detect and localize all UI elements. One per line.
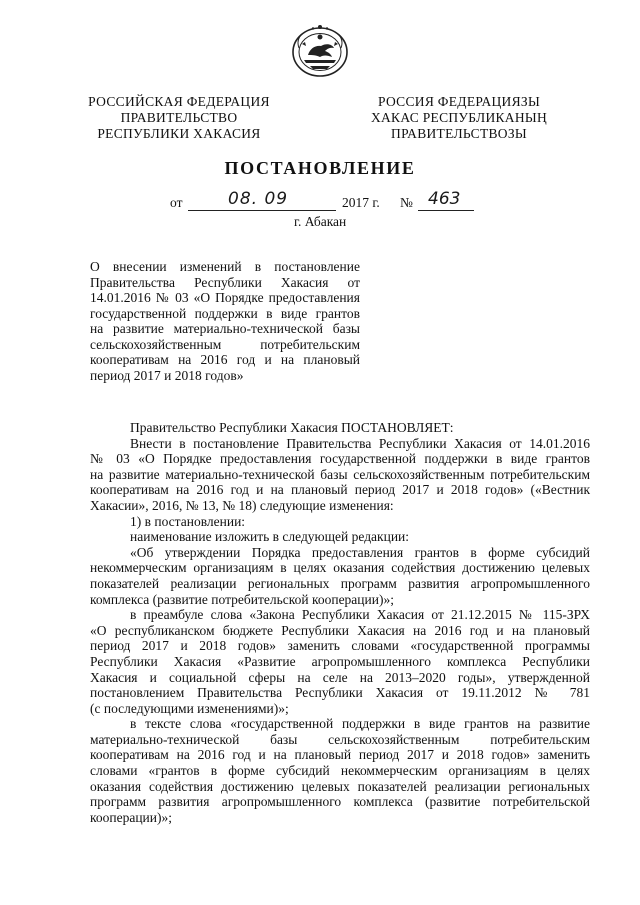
body-line: словами «грантов в форме субсидий некоммерческим организациям в целях xyxy=(90,763,590,779)
body-line: Хакасии», 2016, № 13, № 18) следующие изменения: xyxy=(90,497,394,513)
body-line: № 03 «О Порядке предоставления государственной поддержки в виде грантов xyxy=(90,451,590,467)
subject-line: О внесении изменений в постановление xyxy=(90,259,360,274)
body-line: кооперации)»; xyxy=(90,809,173,825)
header-left xyxy=(82,94,276,142)
date-line xyxy=(0,189,640,213)
date-underline xyxy=(188,210,336,211)
body-line: Республики Хакасия «Развитие агропромышленного комплекса Республики xyxy=(90,653,590,669)
paragraph-amend xyxy=(90,436,590,514)
paragraph-preamble xyxy=(90,607,590,716)
body-line: постановлением Правительства Республики Хакасия от 19.11.2012 № 781 xyxy=(90,685,590,701)
header-right xyxy=(362,94,556,142)
subject-line: сельскохозяйственным потребительским xyxy=(90,336,360,352)
document-title: ПОСТАНОВЛЕНИЕ xyxy=(224,158,416,178)
body-line: программ развития агропромышленного комплекса (развитие потребительской xyxy=(90,794,590,810)
body-line: в тексте слова «государственной поддержки в виде грантов на развитие xyxy=(130,716,590,732)
header-left-line: ПРАВИТЕЛЬСТВО xyxy=(120,110,238,125)
subject-line: государственной поддержки в виде грантов xyxy=(90,305,360,321)
subject-line: кооперативам на 2016 год и на плановый xyxy=(90,352,360,367)
body-line: материально-технической базы сельскохозяйственным потребительским xyxy=(90,731,590,747)
date-year: 2017 г. xyxy=(342,195,380,210)
body-line: «О республиканском бюджете Республики Хакасия на 2016 год и на плановый xyxy=(90,622,590,638)
paragraph-resolves xyxy=(90,420,590,436)
paragraph-text-change xyxy=(90,716,590,825)
header-right-line: ХАКАС РЕСПУБЛИКАНЫҢ xyxy=(370,110,548,125)
body-line: кооперативам на 2016 год и на плановый период 2017 и 2018 годов» заменить xyxy=(90,747,590,763)
handwritten-date: 08. 09 xyxy=(228,189,289,209)
paragraph-new-title xyxy=(90,545,590,607)
body-line: период 2017 и 2018 годов» заменить словами «государственной программы xyxy=(90,638,590,654)
body-line: комплекса (развитие потребительской кооперации)»; xyxy=(90,591,394,607)
body-line: Хакасия и социальной сферы на селе на 2013–2020 годы», утвержденной xyxy=(90,669,590,685)
date-prefix: от xyxy=(170,195,183,210)
body-line: наименование изложить в следующей редакции: xyxy=(130,529,410,545)
city-label: г. Абакан xyxy=(294,214,347,229)
body-line: показателей реализации региональных программ развития агропромышленного xyxy=(90,575,590,591)
header-right-line: ПРАВИТЕЛЬСТВОЗЫ xyxy=(391,126,527,141)
body-line: на развитие материально-технической базы сельскохозяйственным потребительским xyxy=(90,466,590,482)
body-line: некоммерческим организациям в целях оказания содействия достижению целевых xyxy=(90,560,590,576)
subject-line: 14.01.2016 № 03 «О Порядке предоставления xyxy=(90,290,360,305)
body-line: 1) в постановлении: xyxy=(130,513,246,529)
paragraph-item-1 xyxy=(90,514,590,530)
body-line: (с последующими изменениями)»; xyxy=(90,700,289,716)
header-left-line: РЕСПУБЛИКИ ХАКАСИЯ xyxy=(97,126,261,141)
handwritten-number: 463 xyxy=(428,189,461,209)
body-line: в преамбуле слова «Закона Республики Хакасия от 21.12.2015 № 115-ЗРХ xyxy=(130,607,590,623)
header-right-line: РОССИЯ ФЕДЕРАЦИЯЗЫ xyxy=(377,94,541,109)
body-line: кооперативам на 2016 год и на плановый период 2017 и 2018 годов» («Вестник xyxy=(90,482,590,498)
subject-block xyxy=(90,259,360,383)
body-line: оказания содействия достижению целевых показателей реализации региональных xyxy=(90,778,590,794)
body-line: Внести в постановление Правительства Республики Хакасия от 14.01.2016 xyxy=(130,435,590,451)
subject-line: Правительства Республики Хакасия от xyxy=(90,274,360,290)
paragraph-title-edit xyxy=(90,529,590,545)
header-left-line: РОССИЙСКАЯ ФЕДЕРАЦИЯ xyxy=(88,94,270,109)
subject-line: период 2017 и 2018 годов» xyxy=(90,367,244,383)
body-line: «Об утверждении Порядка предоставления грантов в форме субсидий xyxy=(130,544,590,560)
number-sign: № xyxy=(400,195,413,210)
document-body xyxy=(90,420,590,825)
body-line: Правительство Республики Хакасия ПОСТАНОВЛЯЕТ: xyxy=(130,420,454,435)
number-underline xyxy=(418,210,474,211)
coat-of-arms-icon xyxy=(290,22,350,78)
subject-line: на развитие материально-технической базы xyxy=(90,321,360,336)
